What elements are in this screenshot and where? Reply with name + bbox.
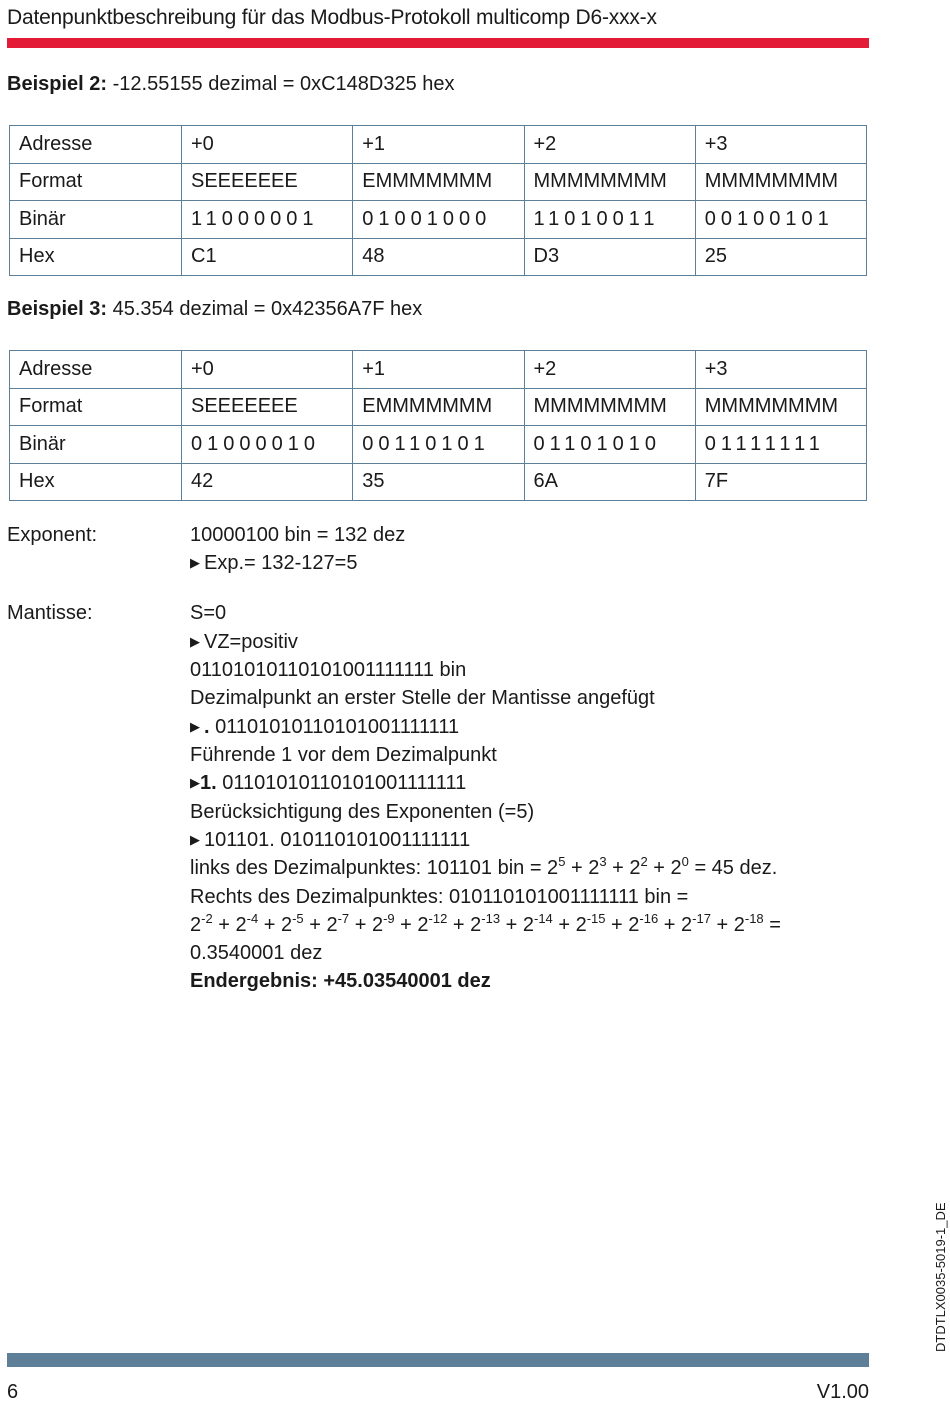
exponent-calc: Exp.= 132-127=5 [204,552,358,574]
example-3-table [9,350,867,501]
dot-bits: 01101010110101001111111 [209,716,460,738]
example-2-heading [7,73,455,96]
leading-one-note: Führende 1 vor dem Dezimalpunkt [190,744,497,766]
power: 0 [681,854,689,869]
table-cell: +2 [524,351,695,389]
table-cell: SEEEEEEE [182,163,353,201]
power: -18 [744,911,764,926]
row-header-cell: Format [10,388,182,426]
table-cell: 35 [353,463,524,501]
row-header-cell: Binär [10,426,182,464]
arrow-right-icon: ▶ [190,555,200,570]
header-title: Datenpunktbeschreibung für das Modbus-Protokoll multicomp D6-xxx-x [7,6,657,29]
one-bits-line [190,772,466,795]
arrow-right-icon: ▶ [190,832,200,847]
table-cell: +1 [353,351,524,389]
example-2-label: Beispiel 2: [7,73,108,95]
table-cell: 01000010 [182,426,353,464]
table-cell: SEEEEEEE [182,388,353,426]
table-cell: MMMMMMMM [695,388,866,426]
row-header-cell: Adresse [10,351,182,389]
one-prefix: 1. [200,772,217,794]
table-cell: 01111111 [695,426,866,464]
table-cell: C1 [182,238,353,276]
page-number: 6 [7,1381,19,1403]
table-row [10,238,867,276]
mantisse-vz: VZ=positiv [204,631,298,653]
row-header-cell: Binär [10,201,182,239]
table-cell: 00110101 [353,426,524,464]
shifted-bits: 101101. 010110101001111111 [204,829,471,851]
power: -17 [692,911,711,926]
power: -5 [292,911,304,926]
arrow-right-icon: ▶ [190,719,200,734]
exponent-line-2 [190,552,357,575]
table-cell: 01001000 [353,201,524,239]
table-row [10,351,867,389]
table-cell: D3 [524,238,695,276]
table-row [10,126,867,164]
power: -13 [481,911,501,926]
row-header-cell: Hex [10,238,182,276]
header-red-rule [7,38,869,48]
table-cell: 01101010 [524,426,695,464]
table-cell: +1 [353,126,524,164]
table-cell: 00100101 [695,201,866,239]
table-cell: 6A [524,463,695,501]
power: -12 [428,911,448,926]
document-code: DTDTLX0035-5019-1_DE [933,1202,948,1352]
right-of-point-line: Rechts des Dezimalpunktes: 010110101001111111 bin = [190,886,689,908]
table-cell: EMMMMMMM [353,388,524,426]
row-header-cell: Hex [10,463,182,501]
power: -16 [639,911,659,926]
power: -7 [337,911,350,926]
example-3-heading [7,298,422,321]
power: -4 [246,911,259,926]
dot-prefix: . [204,716,210,738]
table-cell: EMMMMMMM [353,163,524,201]
arrow-right-icon: ▶ [190,634,200,649]
power: -14 [533,911,553,926]
mantisse-sign: S=0 [190,602,227,624]
mantisse-bits: 01101010110101001111111 bin [190,659,467,681]
mantisse-label: Mantisse: [7,602,93,624]
example-2-text: -12.55155 dezimal = 0xC148D325 hex [107,73,455,95]
power: -15 [586,911,606,926]
decimal-point-note: Dezimalpunkt an erster Stelle der Mantisse angefügt [190,687,655,709]
table-cell: 25 [695,238,866,276]
table-cell: 7F [695,463,866,501]
table-row [10,426,867,464]
arrow-right-icon: ▶ [190,775,200,790]
table-cell: +3 [695,351,866,389]
shifted-line [190,829,470,852]
power: -9 [383,911,395,926]
table-cell: +0 [182,126,353,164]
table-cell: 48 [353,238,524,276]
table-row [10,201,867,239]
power: 5 [558,854,566,869]
exponent-note: Berücksichtigung des Exponenten (=5) [190,801,535,823]
example-3-label: Beispiel 3: [7,298,108,320]
table-cell: MMMMMMMM [695,163,866,201]
power: 2 [640,854,648,869]
table-row [10,163,867,201]
table-cell: +2 [524,126,695,164]
row-header-cell: Adresse [10,126,182,164]
example-3-text: 45.354 dezimal = 0x42356A7F hex [107,298,423,320]
table-cell: MMMMMMMM [524,163,695,201]
table-row [10,388,867,426]
table-row [10,463,867,501]
footer-blue-rule [7,1353,869,1367]
dot-bits-line [190,716,459,739]
exponent-label: Exponent: [7,524,98,546]
left-text: links des Dezimalpunktes: 101101 bin = 2 [190,857,559,879]
left-of-point-line: links des Dezimalpunktes: 101101 bin = $2^5 + 2^3 + 2^2 + 2^0 = 45$ dez. [190,854,778,879]
left-result: = 45 dez. [688,857,778,879]
mantisse-vz-line [190,631,298,654]
exponent-line-1: 10000100 bin = 132 dez [190,524,406,546]
table-cell: 42 [182,463,353,501]
final-result: Endergebnis: +45.03540001 dez [190,970,491,992]
right-value: 0.3540001 dez [190,942,323,964]
table-cell: +0 [182,351,353,389]
table-cell: 11010011 [524,201,695,239]
power: -2 [201,911,213,926]
right-powers-line: $2^{-2} + 2^{-4} + 2^{-5} + 2^{-7} + 2^{-9} + 2^{-12} + 2^{-13} + 2^{-14} + 2^{-15} + 2^{-16} + 2^{-17} + 2^{-18}$ = [190,911,781,936]
table-cell: +3 [695,126,866,164]
row-header-cell: Format [10,163,182,201]
power: 3 [599,854,607,869]
one-bits: 01101010110101001111111 [216,772,467,794]
example-2-table [9,125,867,276]
table-cell: 11000001 [182,201,353,239]
table-cell: MMMMMMMM [524,388,695,426]
version: V1.00 [816,1381,869,1403]
